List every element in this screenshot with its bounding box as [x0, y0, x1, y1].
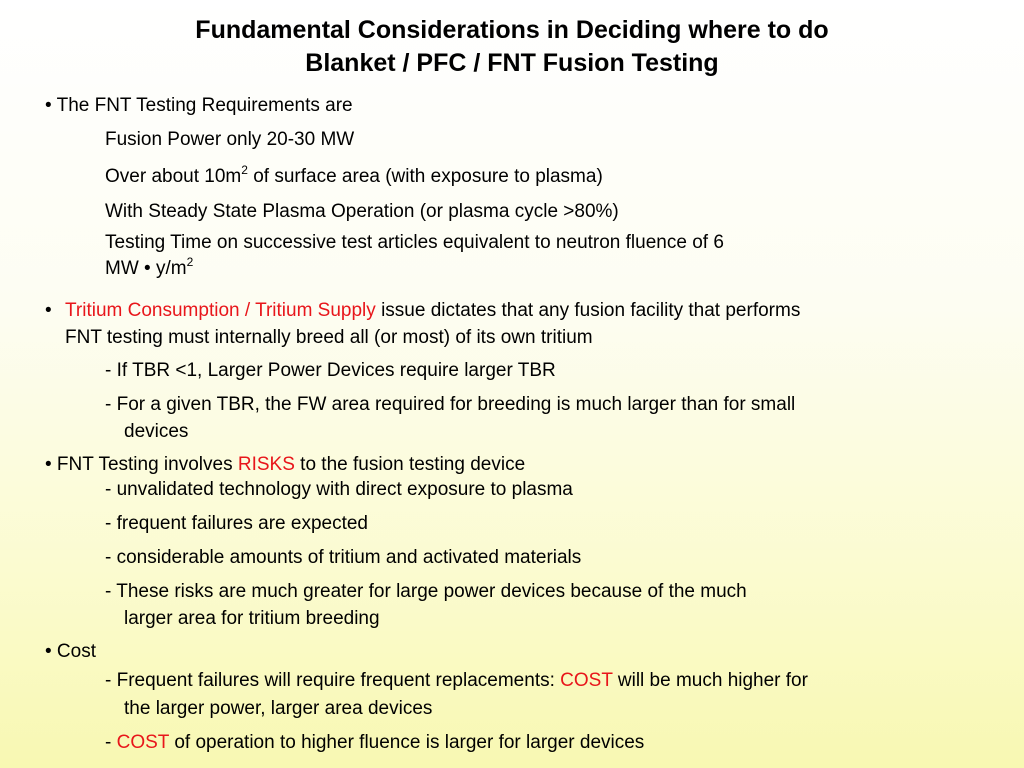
- requirement-power: Fusion Power only 20-30 MW: [105, 129, 355, 150]
- cost-sub-2-rest: of operation to higher fluence is larger for larger devices: [169, 732, 645, 753]
- tritium-sub-1: - If TBR <1, Larger Power Devices require larger TBR: [105, 360, 556, 381]
- cost-highlight-1: COST: [560, 670, 613, 691]
- risks-sub-3: - considerable amounts of tritium and activated materials: [105, 547, 582, 568]
- risks-heading-text: • FNT Testing involves: [45, 454, 238, 475]
- requirement-testing-time-superscript: 2: [186, 254, 194, 269]
- slide-title-line-1: Fundamental Considerations in Deciding where to do: [195, 16, 829, 44]
- cost-heading: • Cost: [45, 641, 96, 662]
- risks-heading: [45, 454, 525, 476]
- cost-highlight-2: COST: [116, 732, 170, 753]
- cost-sub-1-line-1: [105, 670, 808, 692]
- requirement-area-superscript: 2: [241, 162, 248, 177]
- requirement-steady-state: With Steady State Plasma Operation (or plasma cycle >80%): [105, 201, 619, 222]
- requirements-heading: • The FNT Testing Requirements are: [45, 95, 353, 116]
- tritium-highlight: Tritium Consumption / Tritium Supply: [65, 300, 376, 321]
- risks-heading-rest: to the fusion testing device: [294, 454, 526, 475]
- slide-title-line-2: Blanket / PFC / FNT Fusion Testing: [305, 49, 719, 77]
- risks-sub-2: - frequent failures are expected: [105, 513, 368, 534]
- cost-sub-1-line-2: the larger power, larger area devices: [124, 698, 433, 719]
- slide-title: [0, 14, 1024, 80]
- tritium-line-1-rest: issue dictates that any fusion facility that performs: [375, 300, 801, 321]
- requirement-area-rest: of surface area (with exposure to plasma): [247, 166, 603, 187]
- cost-sub-2-dash: -: [105, 732, 117, 753]
- risks-sub-4-line-1: - These risks are much greater for large power devices because of the much: [105, 581, 747, 602]
- tritium-sub-2-line-1: - For a given TBR, the FW area required for breeding is much larger than for small: [105, 394, 796, 415]
- cost-sub-1-rest: will be much higher for: [612, 670, 808, 691]
- tritium-line-1: [65, 300, 800, 322]
- risks-sub-4-line-2: larger area for tritium breeding: [124, 608, 380, 629]
- tritium-line-2: FNT testing must internally breed all (or most) of its own tritium: [65, 327, 593, 348]
- tritium-sub-2-line-2: devices: [124, 421, 189, 442]
- requirement-area-text: Over about 10m: [105, 166, 242, 187]
- requirement-area: [105, 162, 603, 188]
- risks-highlight: RISKS: [237, 454, 295, 475]
- tritium-bullet: •: [45, 300, 52, 321]
- risks-sub-1: - unvalidated technology with direct exposure to plasma: [105, 479, 573, 500]
- cost-sub-1-text: - Frequent failures will require frequent replacements:: [105, 670, 561, 691]
- cost-sub-2: [105, 732, 644, 754]
- requirement-testing-time-line-2: [105, 254, 194, 280]
- requirement-testing-time-line-1: Testing Time on successive test articles equivalent to neutron fluence of 6: [105, 232, 724, 253]
- requirement-testing-time-unit: MW • y/m: [105, 258, 187, 279]
